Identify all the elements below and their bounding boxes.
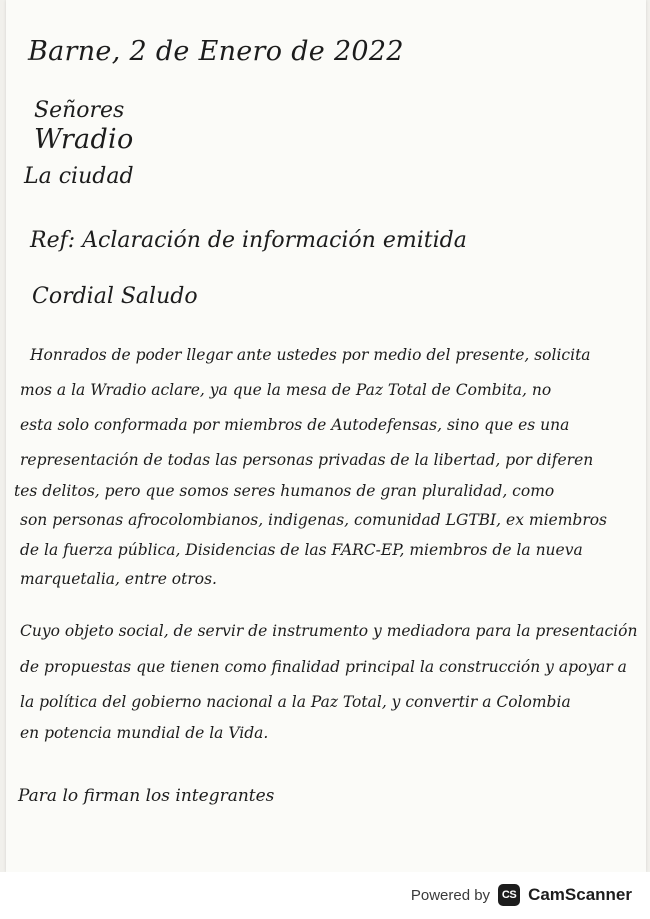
paragraph-line: mos a la Wradio aclare, ya que la mesa de Paz Total de Combita, no bbox=[20, 381, 552, 399]
letter-greeting: Cordial Saludo bbox=[32, 284, 198, 309]
letter-reference: Ref: Aclaración de información emitida bbox=[30, 228, 467, 253]
scanner-footer bbox=[0, 872, 650, 919]
camscanner-brand-name: CamScanner bbox=[528, 885, 632, 904]
paragraph-line: Honrados de poder llegar ante ustedes por medio del presente, solicita bbox=[30, 346, 591, 364]
letter-closing: Para lo firman los integrantes bbox=[18, 786, 275, 806]
paragraph-line: en potencia mundial de la Vida. bbox=[20, 724, 269, 742]
paragraph-line: tes delitos, pero que somos seres humanos de gran pluralidad, como bbox=[14, 482, 555, 500]
recipient-city: La ciudad bbox=[24, 164, 134, 189]
camscanner-logo-icon: CS bbox=[498, 884, 520, 906]
paragraph-line: la política del gobierno nacional a la Paz Total, y convertir a Colombia bbox=[20, 693, 571, 711]
paragraph-line: representación de todas las personas privadas de la libertad, por diferen bbox=[20, 451, 594, 469]
recipient-organization: Wradio bbox=[34, 124, 134, 155]
letter-place-date: Barne, 2 de Enero de 2022 bbox=[28, 36, 404, 67]
paragraph-line: marquetalia, entre otros. bbox=[20, 570, 217, 588]
paragraph-line: esta solo conformada por miembros de Autodefensas, sino que es una bbox=[20, 416, 570, 434]
paragraph-line: de la fuerza pública, Disidencias de las FARC-EP, miembros de la nueva bbox=[20, 541, 583, 559]
paragraph-line: son personas afrocolombianos, indigenas, comunidad LGTBI, ex miembros bbox=[20, 511, 608, 529]
paragraph-line: Cuyo objeto social, de servir de instrumento y mediadora para la presentación bbox=[20, 622, 638, 640]
powered-by-label: Powered by bbox=[410, 886, 491, 904]
recipient-salutation: Señores bbox=[34, 98, 125, 123]
scanned-letter-page bbox=[6, 0, 646, 872]
powered-by-badge bbox=[411, 884, 632, 906]
paragraph-line: de propuestas que tienen como finalidad principal la construcción y apoyar a bbox=[20, 658, 627, 676]
